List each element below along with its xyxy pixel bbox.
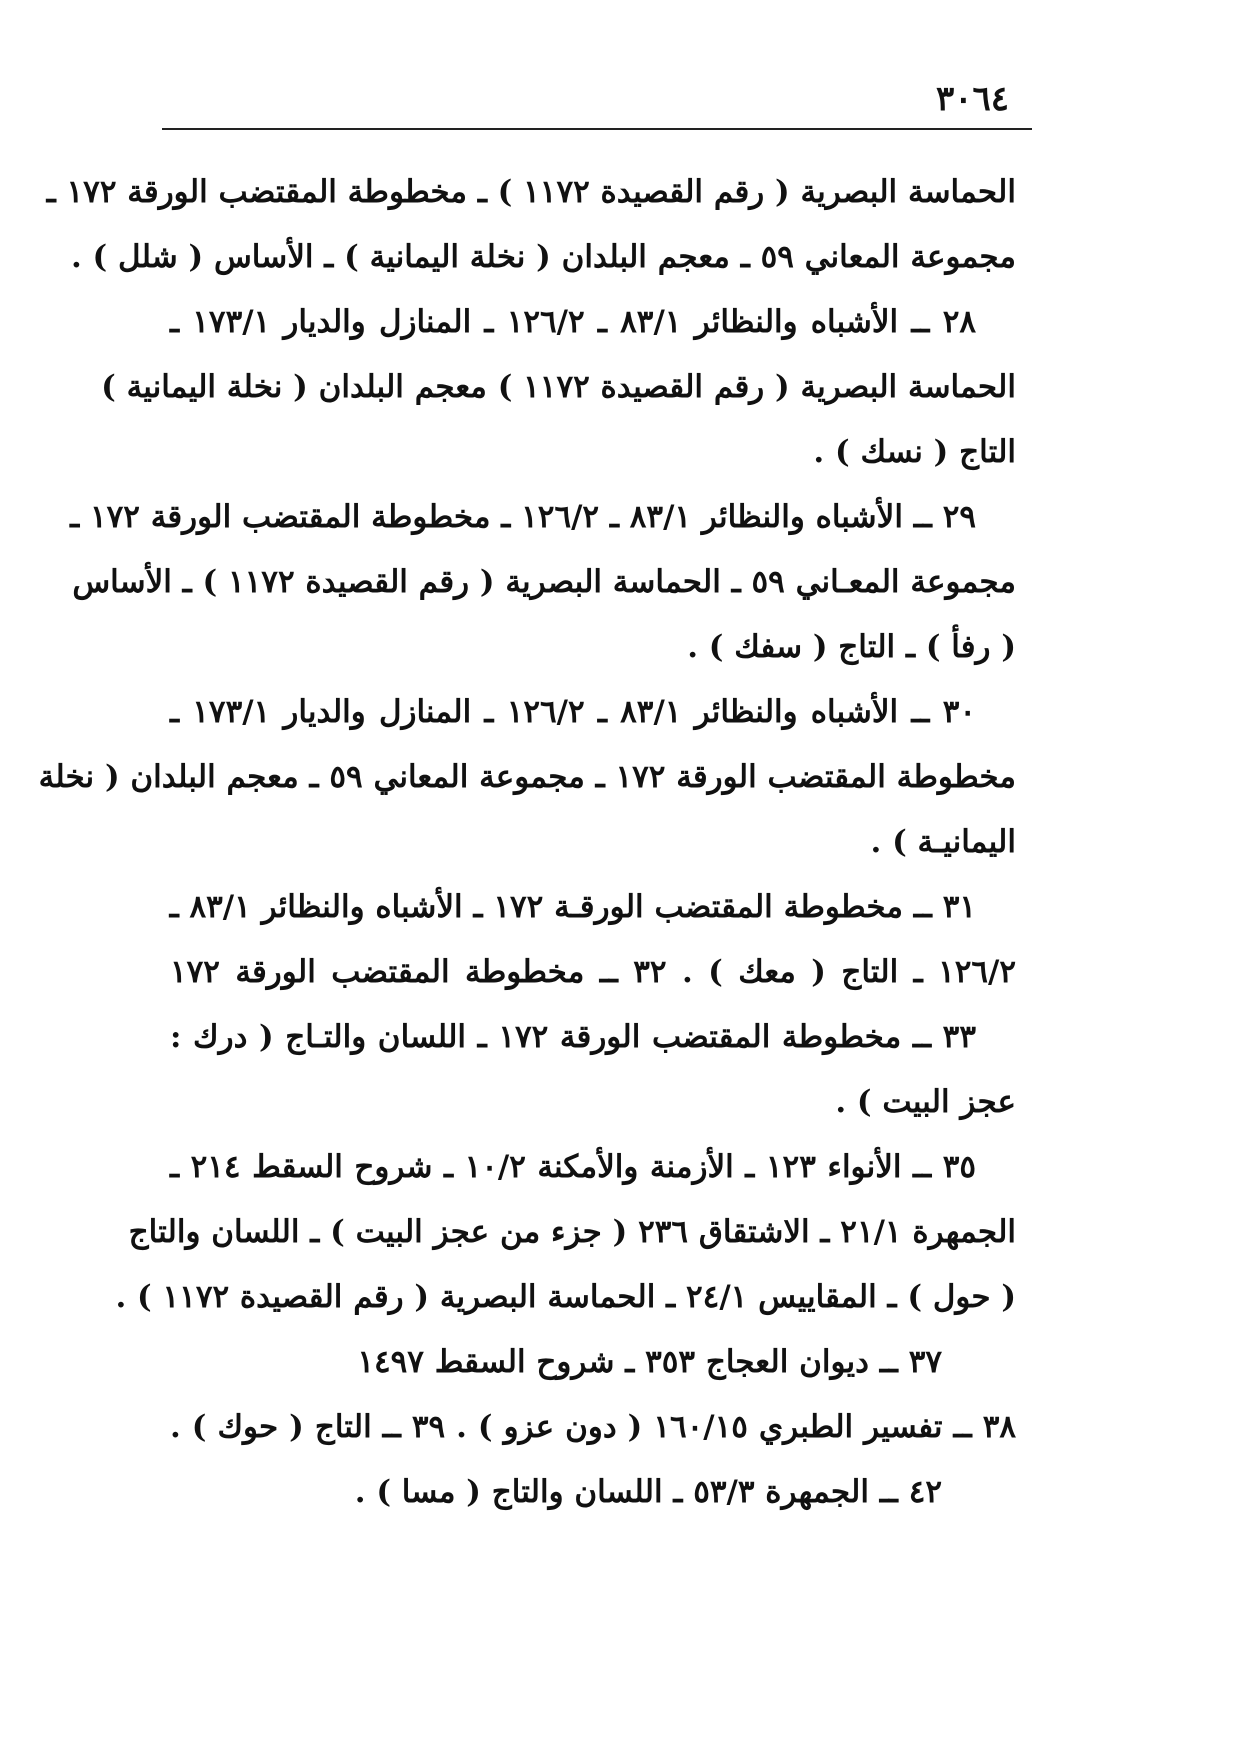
text-line: ٣٠ ــ الأشباه والنظائر ٨٣/١ ـ ١٢٦/٢ ـ المنازل والديار ١٧٣/١ ـ: [170, 694, 976, 730]
text-line: التاج ( نسك ) .: [813, 434, 1016, 470]
text-line: ٢٨ ــ الأشباه والنظائر ٨٣/١ ـ ١٢٦/٢ ـ المنازل والديار ١٧٣/١ ـ: [170, 304, 976, 340]
text-line: ٣٨ ــ تفسير الطبري ١٦٠/١٥ ( دون عزو ) . ٣٩ ــ التاج ( حوك ) .: [170, 1409, 1016, 1445]
text-line: ٤٢ ــ الجمهرة ٥٣/٣ ـ اللسان والتاج ( مسا ) .: [354, 1474, 942, 1510]
text-line: ١٢٦/٢ ـ التاج ( معك ) . ٣٢ ــ مخطوطة المقتضب الورقة ١٧٢: [170, 954, 1016, 990]
page-number: ٣٠٦٤: [935, 79, 1009, 119]
footnotes-body: [38, 160, 1016, 1525]
text-line: ( رفأ ) ـ التاج ( سفك ) .: [687, 629, 1016, 665]
text-line: ٢٩ ــ الأشباه والنظائر ٨٣/١ ـ ١٢٦/٢ ـ مخطوطة المقتضب الورقة ١٧٢ ـ: [70, 499, 976, 535]
text-line: ٣١ ــ مخطوطة المقتضب الورقـة ١٧٢ ـ الأشباه والنظائر ٨٣/١ ـ: [169, 889, 976, 925]
text-line: مخطوطة المقتضب الورقة ١٧٢ ـ مجموعة المعاني ٥٩ ـ معجم البلدان ( نخلة: [38, 759, 1016, 795]
text-line: ٣٧ ــ ديوان العجاج ٣٥٣ ـ شروح السقط ١٤٩٧: [357, 1344, 942, 1380]
text-line: عجز البيت ) .: [835, 1084, 1016, 1120]
text-line: الجمهرة ٢١/١ ـ الاشتقاق ٢٣٦ ( جزء من عجز البيت ) ـ اللسان والتاج: [128, 1214, 1016, 1250]
header-rule: [162, 128, 1032, 130]
text-line: مجموعة المعـاني ٥٩ ـ الحماسة البصرية ( رقم القصيدة ١١٧٢ ) ـ الأساس: [72, 564, 1016, 600]
text-line: الحماسة البصرية ( رقم القصيدة ١١٧٢ ) معجم البلدان ( نخلة اليمانية ): [101, 369, 1016, 405]
text-line: اليمانيـة ) .: [870, 824, 1016, 860]
text-line: الحماسة البصرية ( رقم القصيدة ١١٧٢ ) ـ مخطوطة المقتضب الورقة ١٧٢ ـ: [46, 174, 1016, 210]
text-line: مجموعة المعاني ٥٩ ـ معجم البلدان ( نخلة اليمانية ) ـ الأساس ( شلل ) .: [70, 239, 1016, 275]
text-line: ( حول ) ـ المقاييس ٢٤/١ ـ الحماسة البصرية ( رقم القصيدة ١١٧٢ ) .: [115, 1279, 1016, 1315]
text-line: ٣٣ ــ مخطوطة المقتضب الورقة ١٧٢ ـ اللسان والتـاج ( درك :: [170, 1019, 976, 1055]
text-line: ٣٥ ــ الأنواء ١٢٣ ـ الأزمنة والأمكنة ١٠/٢ ـ شروح السقط ٢١٤ ـ: [170, 1149, 977, 1185]
